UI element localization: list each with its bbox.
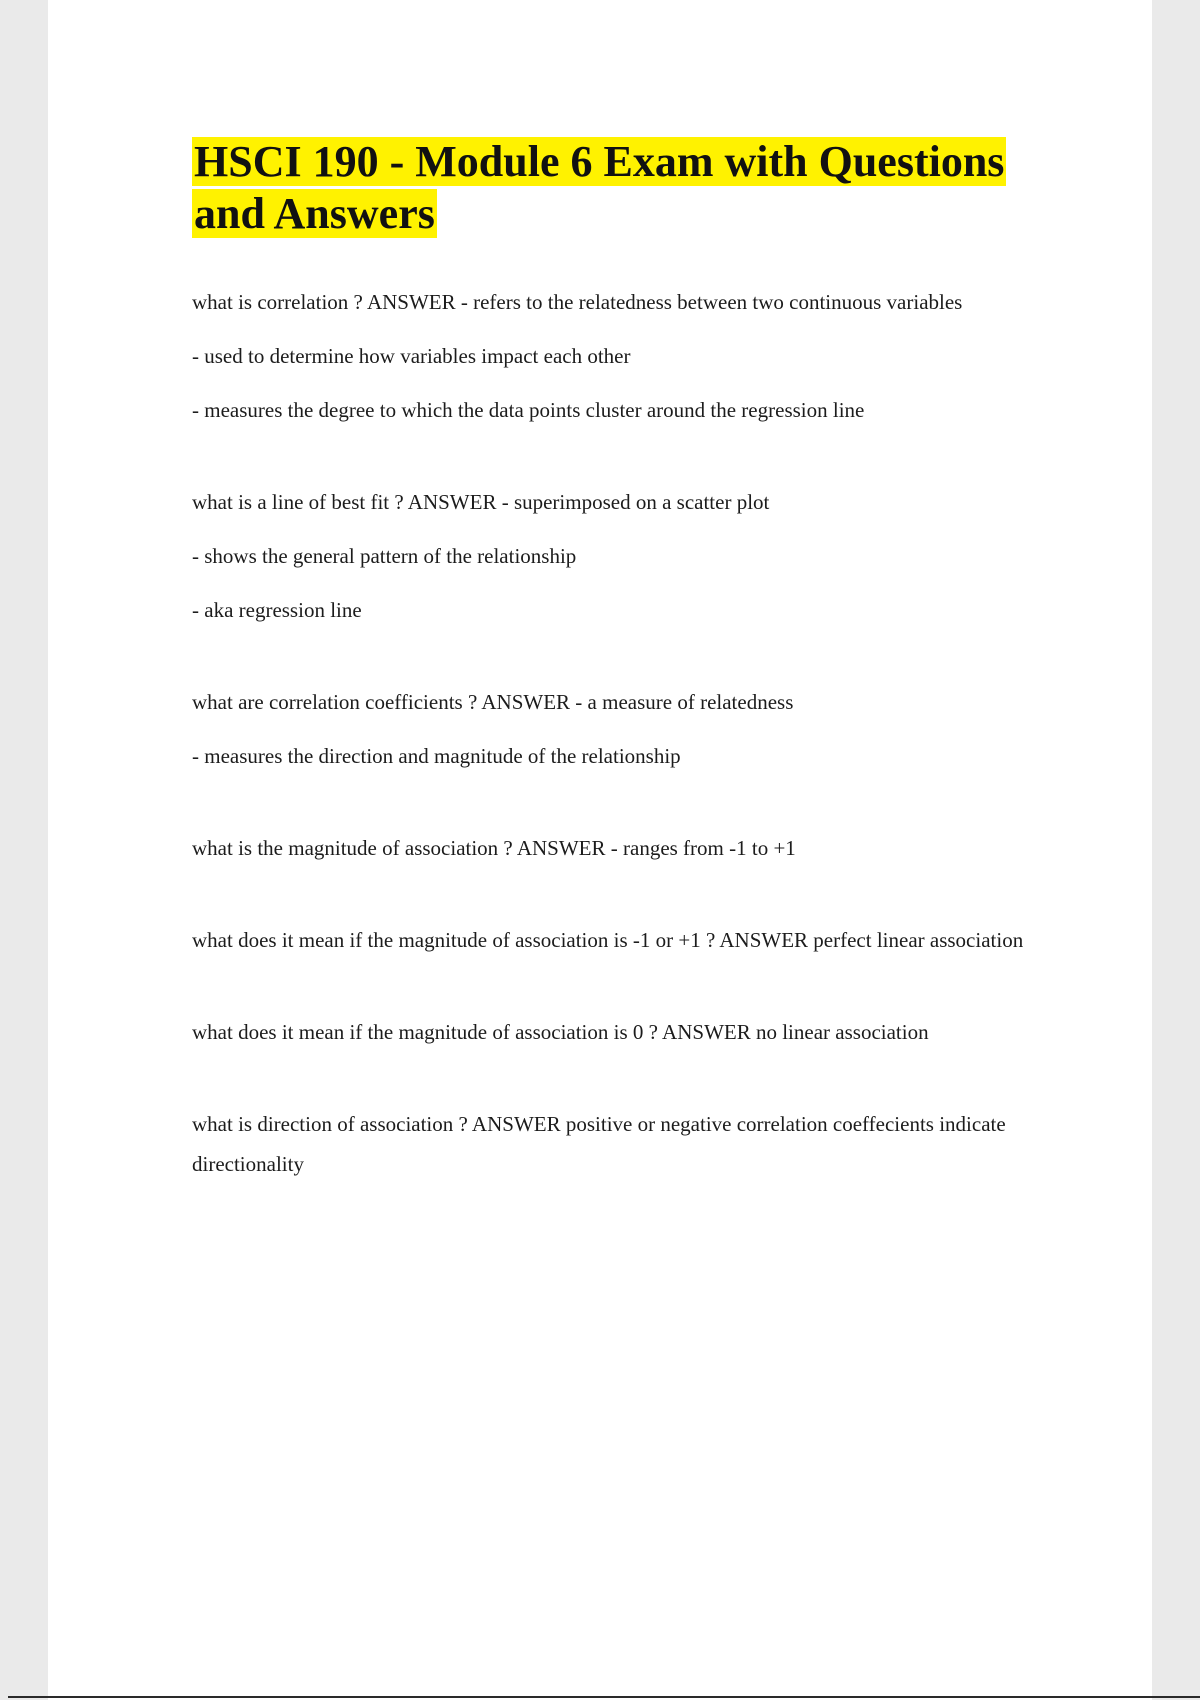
qa-list	[192, 282, 1072, 1184]
qa-item	[192, 282, 1072, 430]
qa-detail-line: - used to determine how variables impact each other	[192, 344, 631, 368]
qa-question-answer: what does it mean if the magnitude of association is -1 or +1 ? ANSWER perfect linear association	[192, 928, 1024, 952]
qa-question-answer: what does it mean if the magnitude of association is 0 ? ANSWER no linear association	[192, 1020, 929, 1044]
document-title	[192, 136, 1072, 240]
qa-question-answer: what is correlation ? ANSWER - refers to the relatedness between two continuous variables	[192, 290, 963, 314]
qa-detail-line: - measures the direction and magnitude of the relationship	[192, 744, 681, 768]
qa-item	[192, 682, 1072, 776]
qa-item	[192, 828, 1072, 868]
qa-item	[192, 1104, 1072, 1184]
qa-item	[192, 482, 1072, 630]
qa-question-answer: what are correlation coefficients ? ANSWER - a measure of relatedness	[192, 690, 794, 714]
document-page	[48, 0, 1152, 1700]
qa-question-answer: what is direction of association ? ANSWER positive or negative correlation coeffecients indicate directionality	[192, 1112, 1006, 1176]
page-bottom-rule	[8, 1696, 1200, 1698]
qa-detail-line: - aka regression line	[192, 598, 362, 622]
document-content	[192, 136, 1072, 1236]
qa-item	[192, 920, 1072, 960]
qa-question-answer: what is a line of best fit ? ANSWER - superimposed on a scatter plot	[192, 490, 770, 514]
qa-question-answer: what is the magnitude of association ? ANSWER - ranges from -1 to +1	[192, 836, 796, 860]
qa-detail-line: - measures the degree to which the data points cluster around the regression line	[192, 398, 865, 422]
qa-detail-line: - shows the general pattern of the relationship	[192, 544, 577, 568]
title-highlight: HSCI 190 - Module 6 Exam with Questions and Answers	[194, 137, 1005, 238]
qa-item	[192, 1012, 1072, 1052]
